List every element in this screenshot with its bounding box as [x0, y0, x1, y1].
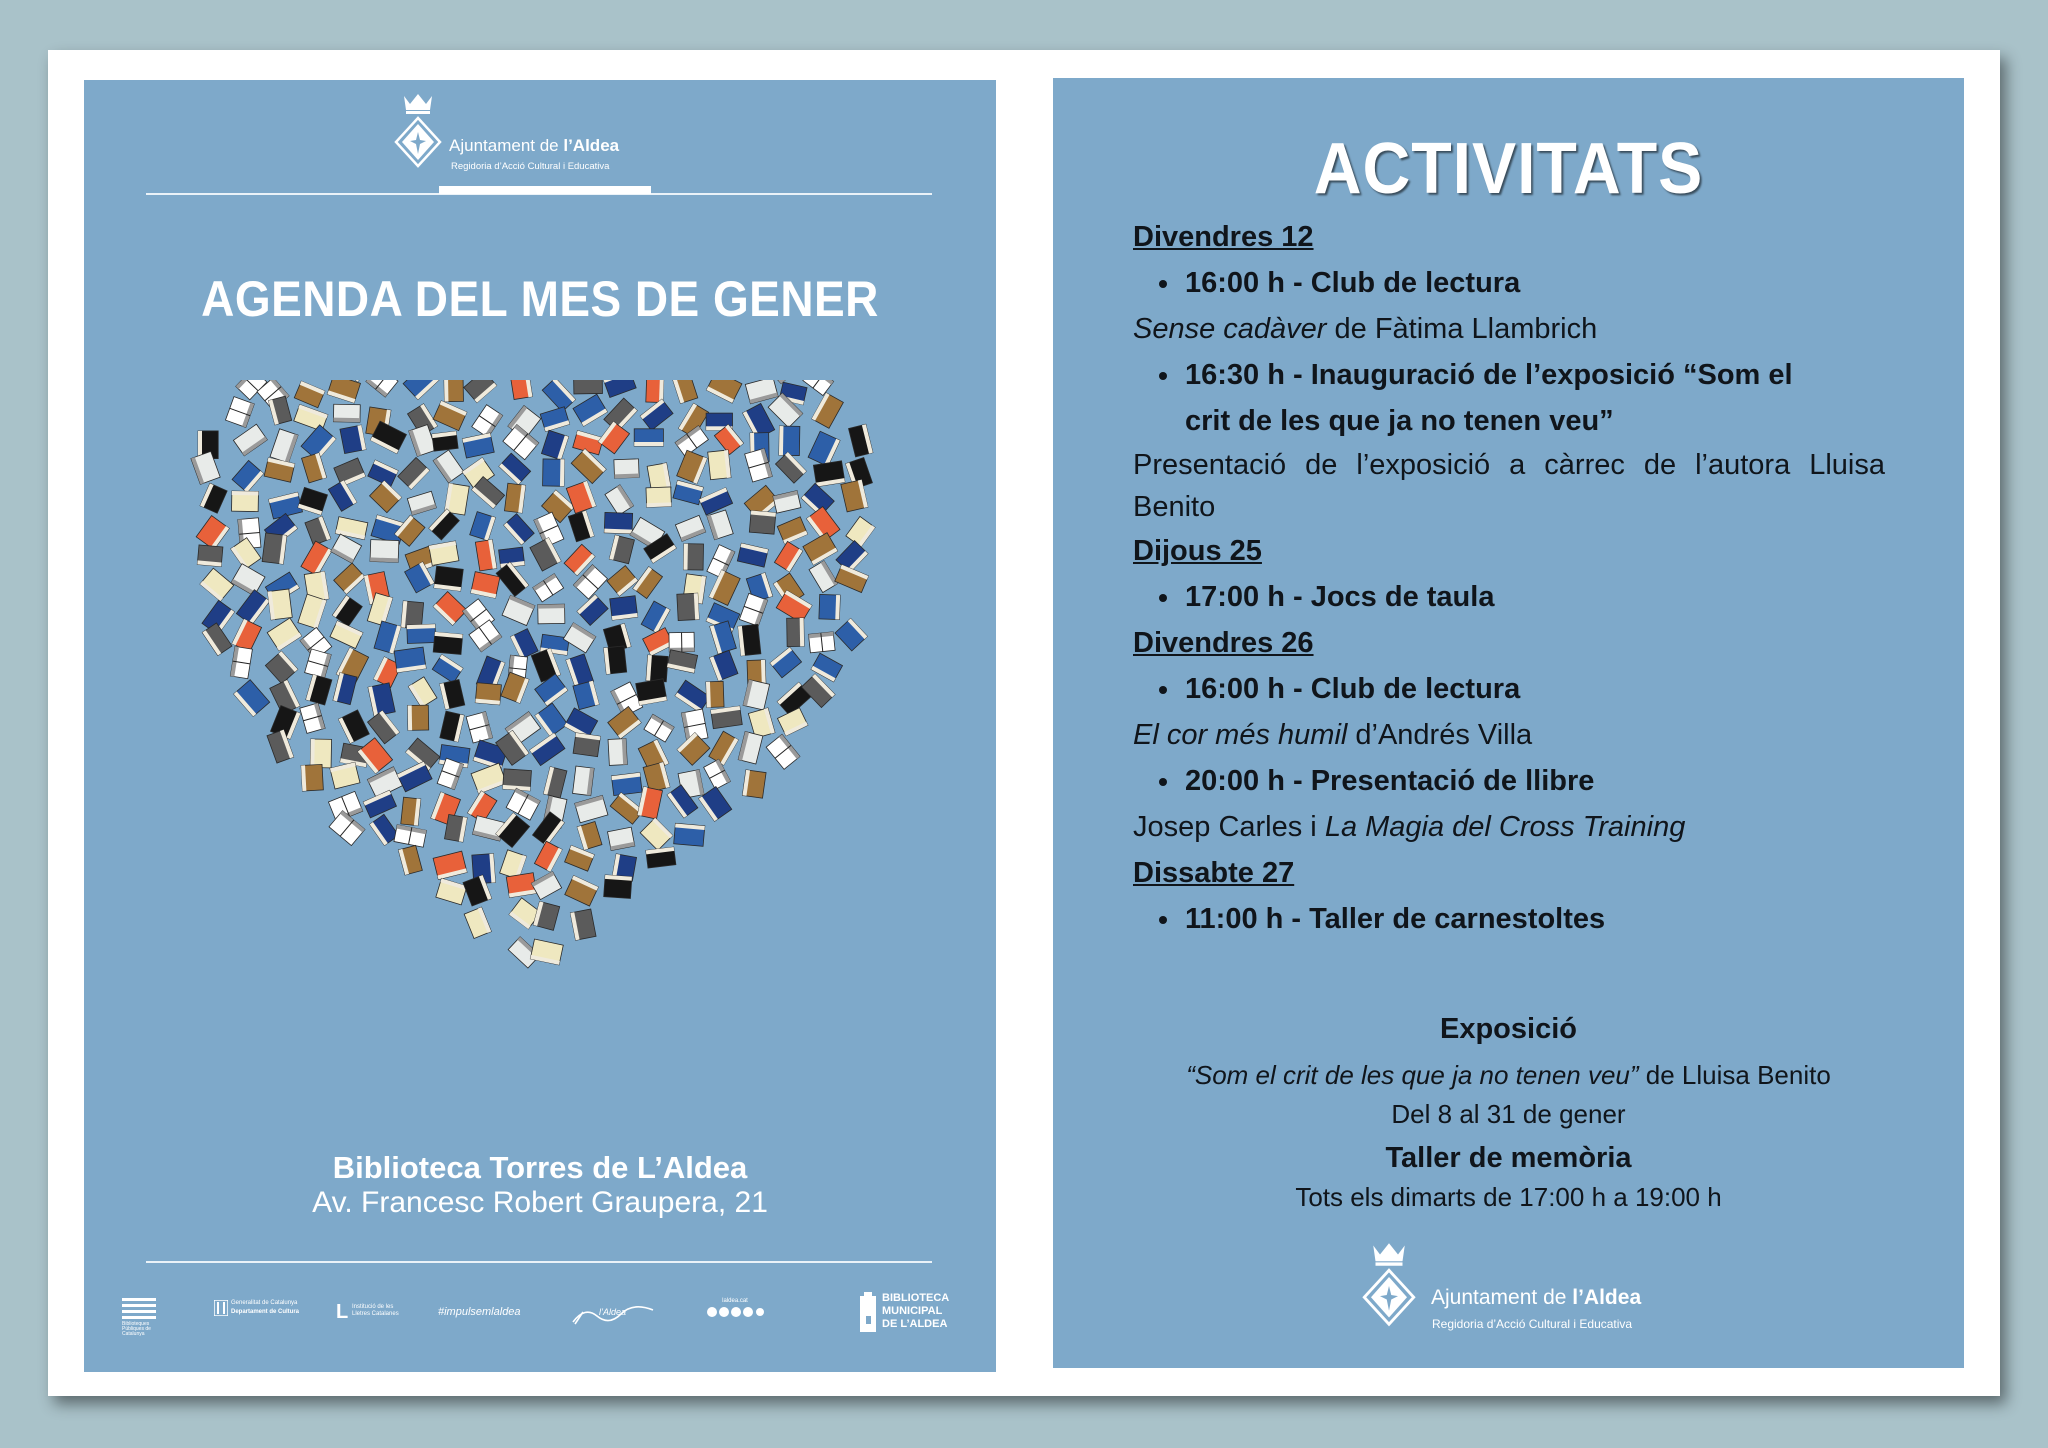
- book-icon: [709, 731, 739, 765]
- book-icon: [633, 567, 663, 599]
- book-icon: [846, 516, 875, 546]
- day-heading: Dissabte 27: [1133, 857, 1295, 889]
- book-icon: [333, 404, 360, 422]
- book-icon: [230, 646, 252, 678]
- book-icon: [819, 594, 840, 619]
- book-icon: [573, 681, 599, 710]
- book-icon: [605, 485, 634, 516]
- book-icon: [236, 590, 269, 625]
- book-icon: [234, 680, 270, 717]
- book-icon: [262, 533, 287, 564]
- book-icon: [363, 790, 396, 818]
- book-icon: [571, 449, 606, 484]
- cover-poster: [84, 80, 996, 1372]
- book-icon: [496, 813, 530, 848]
- book-icon: [334, 458, 366, 487]
- book-icon: [301, 541, 332, 576]
- book-icon: [646, 847, 676, 868]
- book-icon: [674, 823, 705, 846]
- book-icon: [340, 425, 366, 454]
- book-icon: [573, 431, 604, 455]
- book-icon: [835, 565, 869, 593]
- social-logos: laldea.cat: [706, 1298, 776, 1321]
- diputacio-logo: Biblioteques Públiques de Catalunya: [122, 1298, 162, 1337]
- venue-address: Av. Francesc Robert Graupera, 21: [312, 1186, 768, 1219]
- book-icon: [334, 563, 365, 594]
- book-icon: [530, 733, 565, 766]
- book-icon: [742, 770, 766, 798]
- book-icon: [673, 480, 703, 504]
- book-icon: [433, 592, 467, 626]
- book-icon: [233, 424, 267, 456]
- activities-poster: [1053, 78, 1964, 1368]
- event-description: Presentació de l’exposició a càrrec de l’autora Lluisa Benito: [1133, 449, 1885, 523]
- book-icon: [644, 714, 674, 742]
- book-icon: [232, 460, 263, 492]
- book-icon: [738, 624, 761, 656]
- book-icon: [743, 680, 770, 710]
- book-icon: [432, 431, 458, 451]
- book-icon: [475, 683, 501, 705]
- event-item: 16:00 h - Club de lectura: [1133, 666, 1885, 712]
- book-icon: [614, 459, 639, 478]
- generalitat-shield-icon: [214, 1300, 228, 1316]
- book-icon: [403, 380, 440, 400]
- book-icon: [471, 572, 500, 599]
- book-icon: [470, 512, 496, 541]
- book-heart-illustration: [144, 380, 924, 1160]
- book-icon: [202, 623, 232, 656]
- book-icon: [475, 540, 496, 571]
- day-heading: Dijous 25: [1133, 535, 1262, 567]
- book-icon: [433, 401, 467, 431]
- book-icon: [264, 458, 295, 483]
- book-icon: [773, 491, 801, 514]
- book-icon: [433, 632, 463, 655]
- book-icon: [232, 491, 259, 512]
- book-icon: [462, 433, 494, 458]
- book-icon: [440, 680, 465, 710]
- book-icon: [534, 841, 562, 872]
- book-icon: [808, 431, 840, 466]
- book-icon: [634, 429, 663, 446]
- library-network-icon: [122, 1298, 156, 1320]
- book-icon: [609, 535, 634, 564]
- event-item: 20:00 h - Presentació de llibre: [1133, 758, 1885, 804]
- book-icon: [677, 593, 699, 620]
- town-logo-top: [394, 92, 694, 172]
- book-icon: [699, 488, 732, 516]
- book-icon: [575, 795, 608, 822]
- book-icon: [370, 540, 399, 563]
- book-icon: [330, 621, 363, 649]
- event-item: 16:30 h - Inauguració de l’exposició “Som el crit de les que ja no tenen veu”: [1133, 352, 1885, 444]
- book-icon: [231, 564, 265, 596]
- event-item: 17:00 h - Jocs de taula: [1133, 574, 1885, 620]
- town-crest-icon: [394, 92, 442, 172]
- town-crest-icon: [1360, 1241, 1418, 1331]
- book-icon: [531, 871, 561, 899]
- book-icon: [770, 647, 802, 678]
- book-icon: [775, 452, 806, 483]
- event-item: 16:00 h - Club de lectura: [1133, 260, 1885, 306]
- footer-rule: [146, 1261, 932, 1263]
- book-icon: [707, 510, 733, 540]
- book-icon: [368, 710, 400, 743]
- book-icon: [646, 655, 668, 682]
- book-icon: [433, 450, 464, 483]
- book-icon: [667, 650, 698, 673]
- book-icon: [432, 655, 463, 683]
- book-icon: [683, 544, 703, 570]
- book-icon: [504, 514, 534, 545]
- book-icon: [535, 703, 568, 737]
- book-icon: [808, 632, 835, 653]
- book-icon: [310, 739, 331, 768]
- book-icon: [738, 732, 763, 764]
- book-icon: [200, 568, 234, 601]
- book-icon: [709, 570, 740, 606]
- book-icon: [502, 595, 535, 625]
- book-icon: [706, 681, 724, 707]
- book-icon: [533, 574, 564, 602]
- book-icon: [608, 739, 627, 766]
- book-icon: [565, 845, 595, 871]
- book-icon: [779, 426, 800, 456]
- book-icon: [503, 769, 532, 791]
- book-icon: [573, 733, 600, 757]
- book-icon: [577, 595, 608, 626]
- book-icon: [669, 632, 694, 652]
- book-icon: [608, 706, 641, 738]
- book-icon: [305, 649, 332, 678]
- book-icon: [774, 541, 802, 571]
- book-icon: [300, 703, 325, 733]
- book-icon: [777, 708, 807, 736]
- book-icon: [646, 487, 671, 507]
- event-item: 11:00 h - Taller de carnestoltes: [1133, 896, 1885, 942]
- book-icon: [610, 596, 638, 620]
- book-icon: [196, 516, 229, 550]
- book-icon: [640, 818, 673, 851]
- book-icon: [302, 453, 327, 483]
- book-icon: [466, 712, 492, 743]
- aldea-script-logo: l’Aldea: [571, 1304, 661, 1328]
- book-icon: [440, 711, 464, 742]
- book-icon: [301, 764, 323, 791]
- activities-title: ACTIVITATS: [1313, 129, 1704, 209]
- book-icon: [568, 511, 594, 542]
- town-department: Regidoria d’Acció Cultural i Educativa: [1432, 1317, 1633, 1331]
- book-icon: [374, 621, 401, 654]
- book-icon: [577, 822, 602, 850]
- event-description: Sense cadàver de Fàtima Llambrich: [1133, 313, 1598, 345]
- book-icon: [611, 773, 642, 796]
- book-icon: [434, 566, 463, 591]
- book-icon: [711, 706, 743, 729]
- book-icon: [366, 380, 398, 397]
- book-icon: [294, 381, 325, 408]
- book-icon: [530, 939, 563, 965]
- book-icon: [464, 907, 491, 938]
- book-icon: [708, 450, 731, 480]
- town-department: Regidoria d’Acció Cultural i Educativa: [451, 161, 610, 172]
- book-icon: [358, 738, 393, 774]
- book-icon: [330, 762, 360, 789]
- book-icon: [270, 429, 298, 463]
- book-icon: [408, 705, 429, 730]
- book-icon: [398, 457, 430, 489]
- book-icon: [472, 405, 503, 438]
- book-icon: [608, 827, 635, 850]
- book-icon: [812, 393, 844, 429]
- book-icon: [401, 797, 421, 826]
- ilc-letter-icon: L: [336, 1301, 349, 1323]
- book-icon: [607, 566, 638, 596]
- book-icon: [433, 851, 467, 879]
- book-icon: [737, 543, 768, 567]
- book-icon: [394, 647, 426, 672]
- book-icon: [394, 825, 427, 848]
- book-icon: [803, 533, 838, 565]
- sponsor-logos: Biblioteques Públiques de Catalunya Generalitat de Catalunya Departament de Cultura L Institució de les Lletres Catalanes #impulsemlaldea l’Aldea laldea.cat BIBLIOTECA MUNICIPAL DE L’ALDEA: [122, 1292, 950, 1337]
- book-icon: [305, 516, 331, 545]
- venue-name: Biblioteca Torres de L’Aldea: [332, 1150, 748, 1185]
- book-icon: [598, 422, 629, 454]
- book-icon: [407, 624, 436, 643]
- book-icon: [306, 675, 332, 705]
- book-icon: [200, 483, 227, 513]
- book-icon: [673, 380, 698, 403]
- book-icon: [504, 483, 525, 513]
- book-icon: [640, 399, 673, 430]
- book-icon: [265, 651, 297, 684]
- book-icon: [538, 604, 565, 624]
- book-icon: [338, 710, 369, 743]
- workshop-heading: Taller de memòria: [1385, 1142, 1632, 1174]
- book-icon: [677, 450, 708, 484]
- book-icon: [408, 677, 437, 708]
- book-icon: [813, 461, 845, 487]
- book-icon: [777, 517, 807, 544]
- book-icon: [570, 909, 596, 940]
- workshop-time: Tots els dimarts de 17:00 h a 19:00 h: [1295, 1182, 1722, 1212]
- book-icon: [533, 901, 559, 930]
- book-icon: [573, 394, 607, 426]
- book-icon: [849, 424, 873, 457]
- book-icon: [331, 534, 362, 563]
- book-icon: [706, 380, 742, 403]
- header-rule-accent: [439, 186, 651, 194]
- book-icon: [436, 878, 467, 905]
- book-icon: [675, 680, 710, 712]
- book-icon: [268, 589, 293, 620]
- exhibition-heading: Exposició: [1440, 1013, 1577, 1045]
- exhibition-title: “Som el crit de les que ja no tenen veu” de Lluisa Benito: [1186, 1060, 1831, 1090]
- book-icon: [328, 480, 356, 511]
- book-icon: [573, 766, 595, 796]
- book-icon: [541, 430, 568, 460]
- day-heading: Divendres 12: [1133, 221, 1314, 253]
- book-icon: [333, 673, 357, 705]
- book-icon: [704, 759, 731, 789]
- book-icon: [675, 515, 705, 541]
- book-icon: [745, 380, 778, 404]
- book-icon: [503, 425, 539, 460]
- book-icon: [268, 396, 291, 425]
- book-icon: [636, 679, 667, 705]
- book-icon: [429, 541, 459, 565]
- book-icon: [787, 618, 804, 647]
- book-icon: [835, 618, 867, 651]
- book-icon: [510, 380, 532, 399]
- book-icon: [225, 397, 254, 428]
- book-icon: [604, 512, 632, 533]
- book-icon: [766, 734, 800, 769]
- book-icon: [749, 511, 776, 535]
- book-icon: [407, 491, 436, 515]
- tower-icon: [858, 1292, 878, 1332]
- book-icon: [604, 646, 627, 674]
- book-icon: [710, 650, 738, 681]
- activities-agenda: [1133, 214, 1885, 942]
- day-heading: Divendres 26: [1133, 627, 1314, 659]
- event-description: El cor més humil d’Andrés Villa: [1133, 719, 1533, 751]
- book-icon: [327, 380, 360, 403]
- book-icon: [543, 767, 566, 798]
- event-description: Josep Carles i La Magia del Cross Training: [1133, 811, 1686, 843]
- book-icon: [444, 380, 464, 402]
- book-icon: [267, 618, 301, 651]
- book-icon: [604, 875, 632, 899]
- book-icon: [298, 594, 327, 629]
- poster-title: AGENDA DEL MES DE GENER: [201, 271, 879, 327]
- hashtag-text: #impulsemlaldea: [438, 1306, 521, 1318]
- book-icon: [565, 875, 599, 906]
- book-icon: [370, 481, 402, 513]
- book-icon: [603, 380, 636, 397]
- book-icon: [464, 380, 497, 403]
- town-logo-bottom: [1360, 1241, 1680, 1331]
- book-icon: [803, 380, 834, 396]
- book-icon: [197, 545, 223, 567]
- book-icon: [542, 380, 575, 412]
- social-media-icons: [706, 1305, 764, 1319]
- book-icon: [540, 407, 569, 432]
- book-icon: [398, 845, 422, 875]
- book-icon: [543, 459, 565, 486]
- town-name: Ajuntament de l’Aldea: [1431, 1286, 1642, 1309]
- town-name: Ajuntament de l’Aldea: [449, 136, 620, 155]
- book-icon: [739, 593, 767, 626]
- book-icon: [610, 793, 643, 825]
- book-icon: [574, 380, 603, 394]
- exhibition-dates: Del 8 al 31 de gener: [1391, 1099, 1626, 1129]
- book-icon: [445, 814, 468, 842]
